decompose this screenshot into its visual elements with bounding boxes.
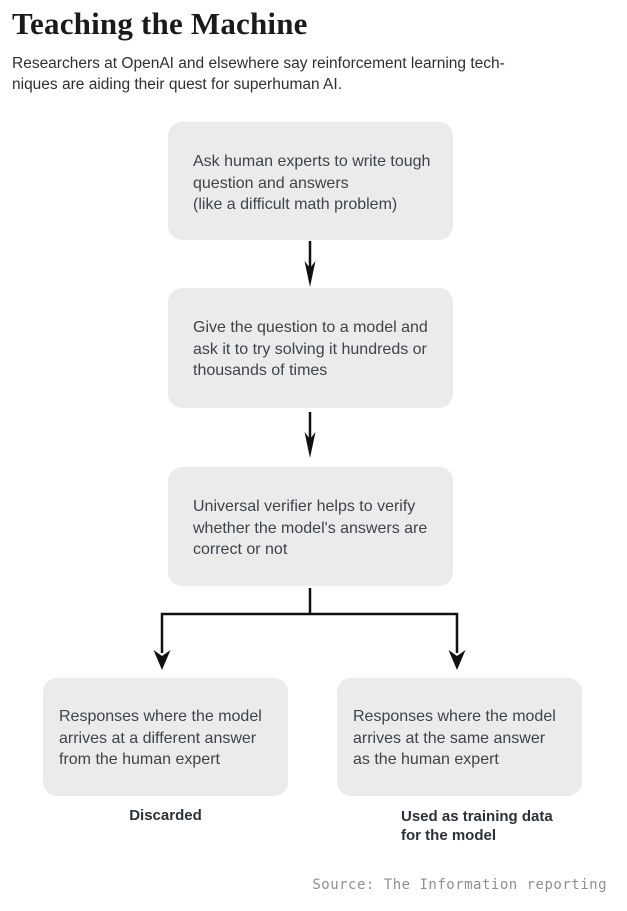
outcome-right-label-line: for the model (401, 827, 497, 844)
outcome-left-line: Responses where the model (59, 708, 262, 725)
flow-step-1-line: (like a difficult math problem) (193, 196, 398, 213)
outcome-right-label-line: Used as training data (401, 808, 553, 825)
flow-step-1-line: question and answers (193, 174, 349, 192)
source-credit: Source: The Information reporting (312, 877, 607, 893)
flow-step-3-line: correct or not (193, 541, 288, 558)
arrow-branch-left-icon (154, 650, 171, 670)
branch-connector (162, 588, 457, 653)
outcome-left-box (43, 678, 288, 796)
outcome-left-label: Discarded (129, 807, 202, 824)
outcome-left-line: arrives at a different answer (59, 729, 257, 747)
outcome-right-line: Responses where the model (353, 708, 556, 725)
flow-step-1-box (168, 122, 453, 240)
flow-step-3-line: whether the model's answers are (193, 519, 428, 537)
outcome-right-line: arrives at the same answer (353, 729, 546, 747)
flow-step-3-line: Universal verifier helps to verify (193, 498, 416, 515)
flow-step-1-line: Ask human experts to write tough (193, 153, 431, 170)
flow-step-2-line: Give the question to a model and (193, 319, 428, 336)
arrow-step1-to-step2-icon (305, 241, 316, 287)
flow-step-2-box (168, 288, 453, 408)
page-title: Teaching the Machine (12, 6, 308, 41)
outcome-right-label (401, 807, 553, 845)
subtitle-line: Researchers at OpenAI and elsewhere say reinforcement learning tech- (12, 55, 505, 72)
flow-step-2-line: ask it to try solving it hundreds or (193, 340, 427, 358)
flow-step-3-box (168, 467, 453, 586)
outcome-left-line: from the human expert (59, 751, 220, 768)
outcome-right-box (337, 678, 582, 796)
outcome-right-line: as the human expert (353, 751, 499, 768)
arrow-branch-right-icon (449, 650, 466, 670)
flow-step-2-line: thousands of times (193, 362, 328, 379)
page-subtitle (12, 53, 505, 95)
arrow-step2-to-step3-icon (305, 412, 316, 458)
subtitle-line: niques are aiding their quest for superhuman AI. (12, 76, 343, 93)
